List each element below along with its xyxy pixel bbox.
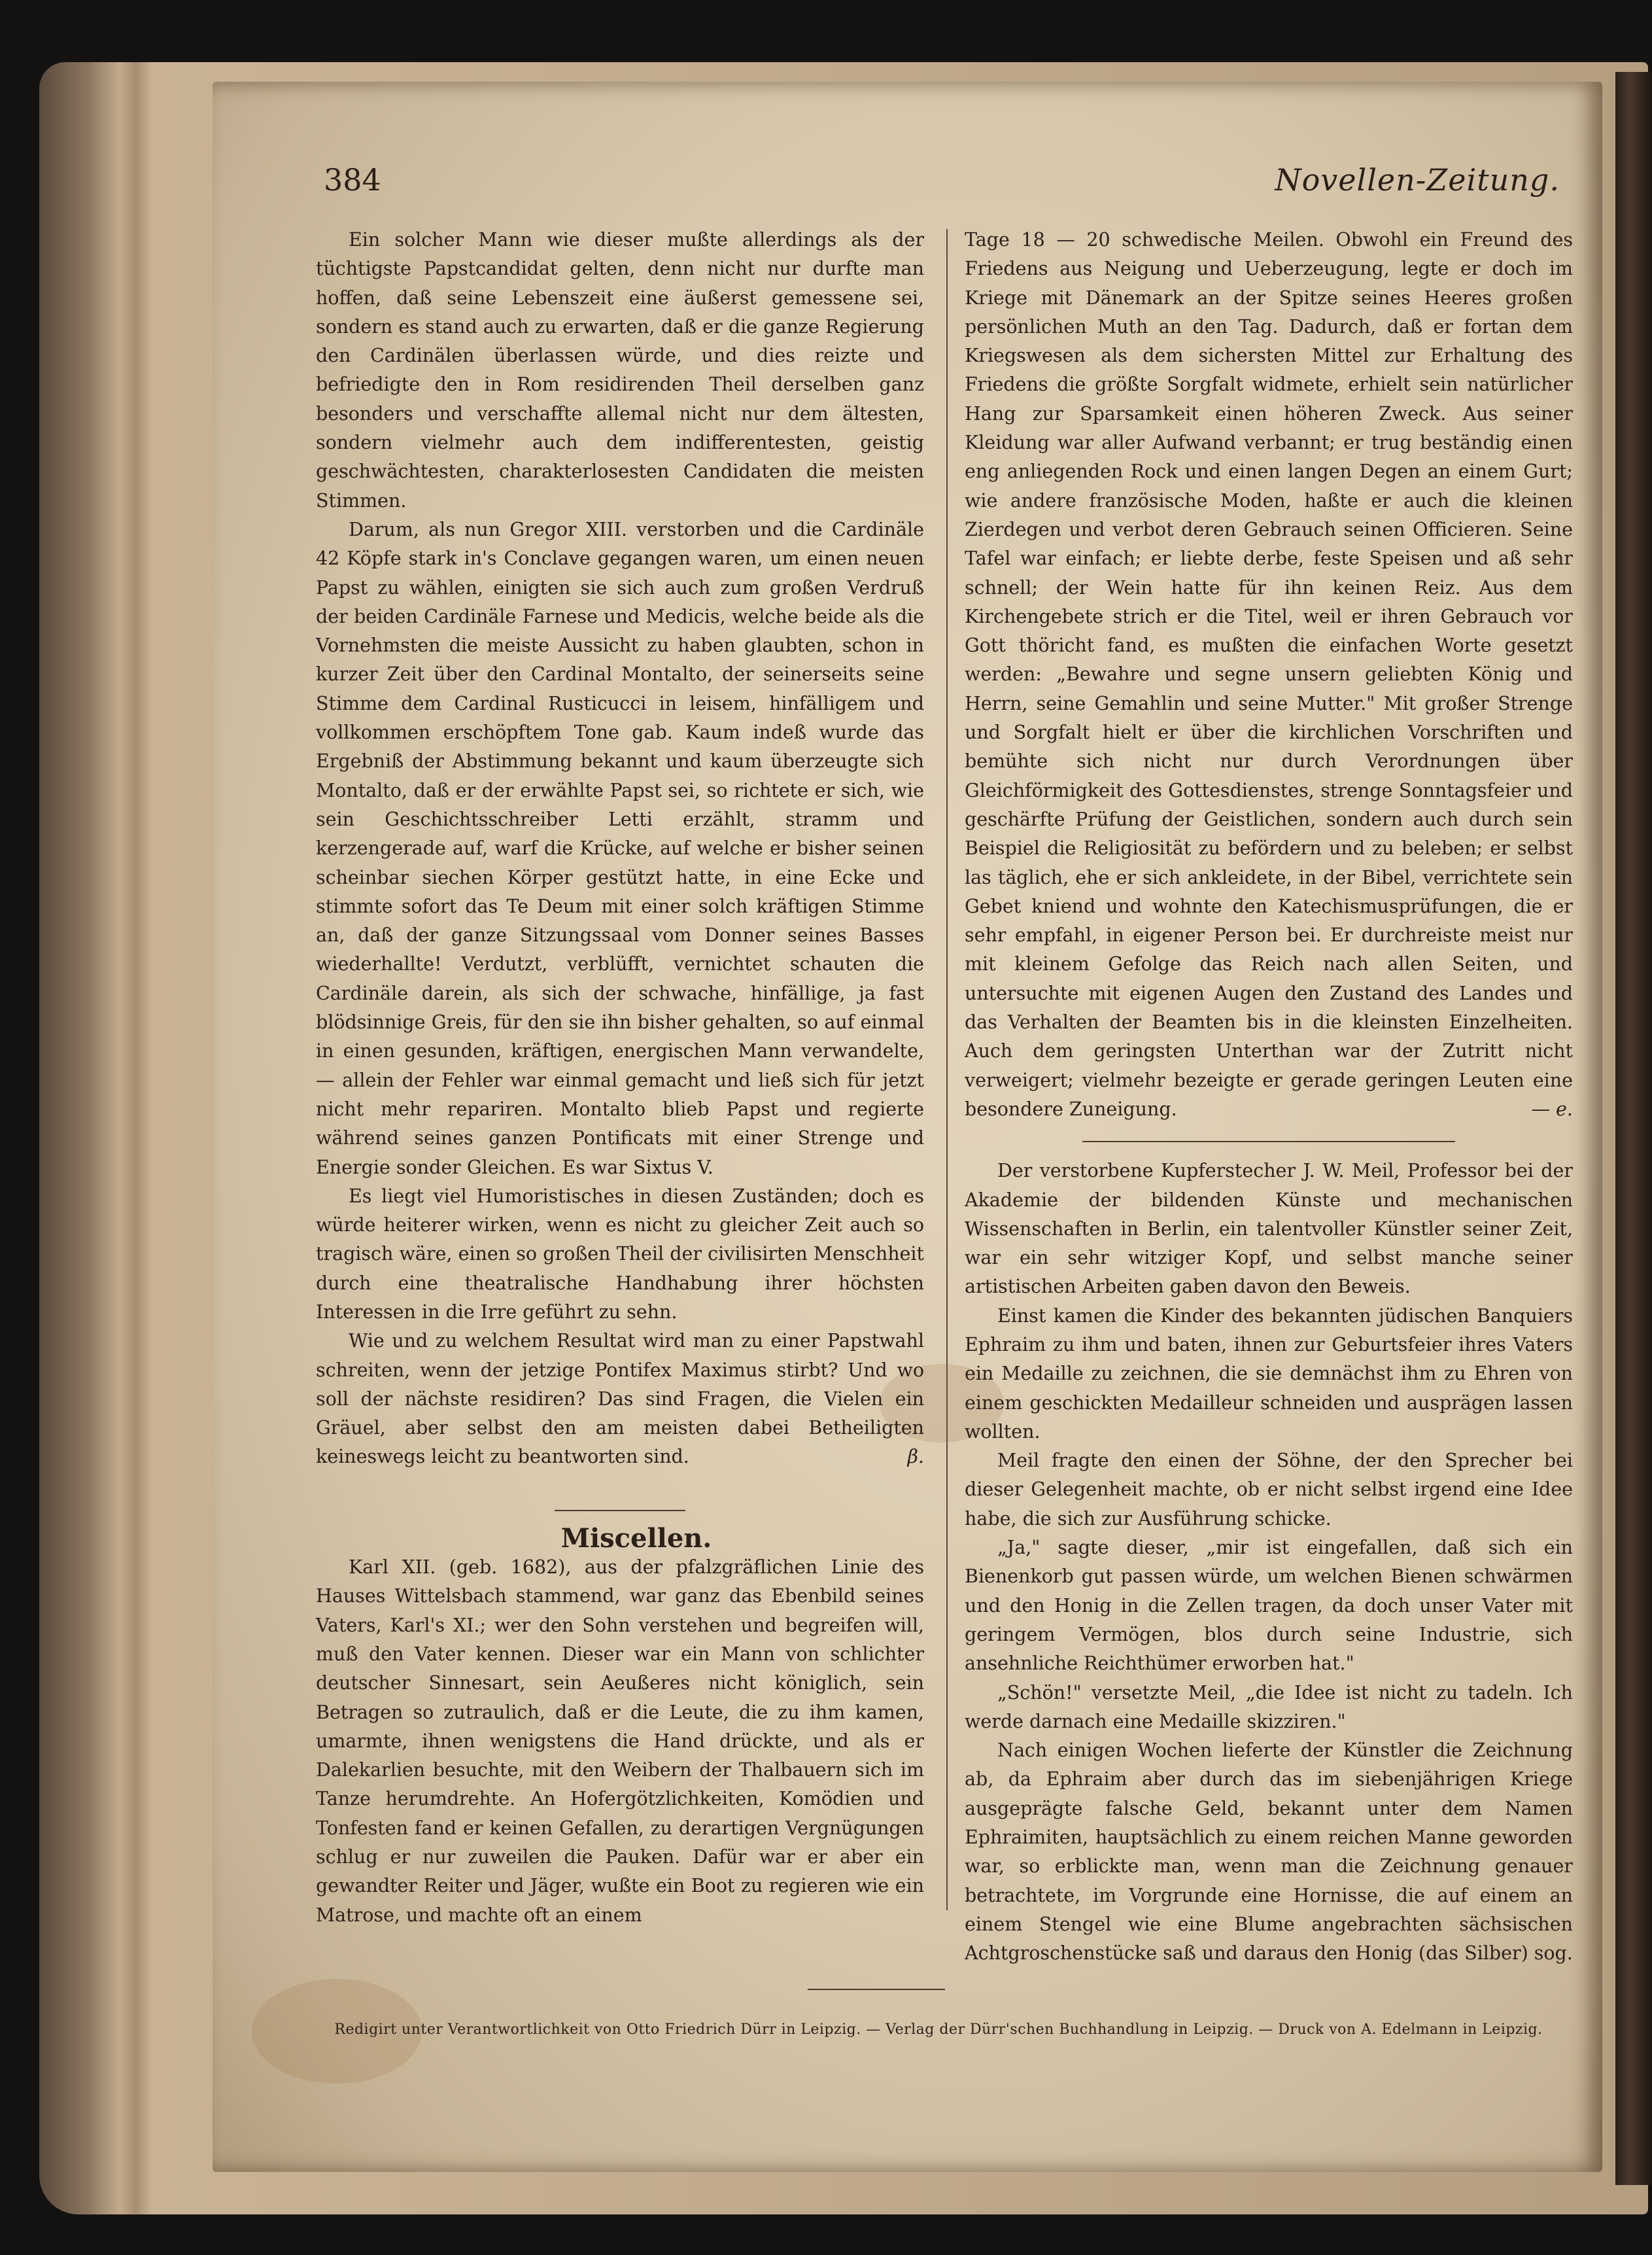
paragraph	[965, 226, 1573, 1124]
paragraph: Karl XII. (geb. 1682), aus der pfalzgräflichen Linie des Hauses Wittelsbach stammend, war ganz das Ebenbild seines Vaters, Karl's XI.; wer den Sohn verstehen und begreifen will, muß den Vater kennen. Dieser war ein Mann von schlichter deutscher Sinnesart, sein Aeußeres nicht königlich, sein Betragen so zutraulich, daß er die Leute, die zu ihm kamen, umarmte, ihnen wenigstens die Hand drückte, und als er Dalekarlien besuchte, mit den Weibern der Thalbauern sich im Tanze herumdrehte. An Hofergötzlichkeiten, Komödien und Tonfesten fand er keinen Gefallen, zu derartigen Vergnügungen schlug er nur zuweilen die Pauken. Dafür war er aber ein gewandter Reiter und Jäger, wußte ein Boot zu regieren wie ein Matrose, und machte oft an einem	[316, 1556, 924, 1926]
page-header	[324, 162, 1560, 221]
imprint-footer: Redigirt unter Verantwortlichkeit von Otto Friedrich Dürr in Leipzig. — Verlag der Dürr'schen Buchhandlung in Leipzig. — Druck von A. Edelmann in Leipzig.	[334, 2021, 1543, 2038]
section-rule	[555, 1510, 685, 1511]
paragraph-text: Tage 18 — 20 schwedische Meilen. Obwohl ein Freund des Friedens aus Neigung und Ueberzeugung, legte er doch im Kriege mit Dänemark an der Spitze seines Heeres großen persönlichen Muth an den Tag. Dadurch, daß er fortan dem Kriegswesen als dem sichersten Mittel zur Erhaltung des Friedens die größte Sorgfalt widmete, erhielt sein natürlicher Hang zur Sparsamkeit einen höheren Zweck. Aus seiner Kleidung war aller Aufwand verbannt; er trug beständig einen eng anliegenden Rock und einen langen Degen an einem Gurt; wie andere französische Moden, haßte er auch die kleinen Zierdegen und verbot deren Gebrauch seinen Officieren. Seine Tafel war einfach; er liebte derbe, feste Speisen und aß sehr schnell; der Wein hatte für ihn keinen Reiz. Aus dem Kirchengebete strich er die Titel, weil er ihren Gebrauch vor Gott thöricht fand, es mußten die einfachen Worte gesetzt werden: „Bewahre und segne unsern geliebten König und Herrn, seine Gemahlin und seine Mutter." Mit großer Strenge und Sorgfalt hielt er über die kirchlichen Vorschriften und bemühte sich nicht nur durch Verordnungen über Gleichförmigkeit des Gottesdienstes, strenge Sonntagsfeier und geschärfte Prüfung der Geistlichen, sondern auch durch sein Beispiel die Religiosität zu befördern und zu beleben; er selbst las täglich, ehe er sich ankleidete, in der Bibel, verrichtete sein Gebet kniend und wohnte den Katechismusprüfungen, die er sehr empfahl, in eigener Person bei. Er durchreiste meist nur mit kleinem Gefolge das Reich nach allen Seiten, und untersuchte mit eigenen Augen den Zustand des Landes und das Verhalten der Beamten bis in die kleinsten Einzelheiten. Auch dem geringsten Unterthan war der Zutritt nicht verweigert; vielmehr bezeigte er gerade geringen Leuten eine besondere Zuneigung.	[965, 229, 1573, 1120]
paragraph: Einst kamen die Kinder des bekannten jüdischen Banquiers Ephraim zu ihm und baten, ihnen zur Geburtsfeier ihres Vaters ein Medaille zu zeichnen, die sie demnächst ihm zu Ehren von einem geschickten Medailleur schneiden und ausprägen lassen wollten.	[965, 1304, 1573, 1442]
paragraph	[316, 1327, 924, 1471]
journal-title: Novellen-Zeitung.	[1275, 162, 1560, 198]
paragraph: „Schön!" versetzte Meil, „die Idee ist nicht zu tadeln. Ich werde darnach eine Medaille skizziren."	[965, 1681, 1573, 1732]
paragraph: Meil fragte den einen der Söhne, der den Sprecher bei dieser Gelegenheit machte, ob er nicht selbst irgend eine Idee habe, die sich zur Ausführung schicke.	[965, 1450, 1573, 1530]
article-signature: — e.	[1531, 1098, 1573, 1120]
page-number: 384	[324, 162, 381, 198]
paragraph: „Ja," sagte dieser, „mir ist eingefallen, daß sich ein Bienenkorb gut passen würde, um welchen Bienen schwärmen und den Honig in die Zellen tragen, da doch unser Vater mit geringem Vermögen, blos durch seine Industrie, sich ansehnliche Reichthümer erworben hat."	[965, 1537, 1573, 1675]
paragraph: Nach einigen Wochen lieferte der Künstler die Zeichnung ab, da Ephraim aber durch das im siebenjährigen Kriege ausgeprägte falsche Geld, bekannt unter dem Namen Ephraimiten, hauptsächlich zu einem reichen Manne geworden war, so erblickte man, wenn man die Zeichnung genauer betrachtete, im Vorgrunde eine Hornisse, die auf einem an einem Stengel wie eine Blume angebrachten sächsischen Achtgroschenstücke saß und daraus den Honig (das Silber) sog.	[965, 1739, 1573, 1965]
paragraph: Es liegt viel Humoristisches in diesen Zuständen; doch es würde heiterer wirken, wenn es nicht zu gleicher Zeit auch so tragisch wäre, einen so großen Theil der civilisirten Menschheit durch eine theatralische Handhabung ihrer höchsten Interessen in die Irre geführt zu sehn.	[316, 1185, 924, 1323]
author-signature: β.	[907, 1446, 924, 1468]
left-column	[316, 226, 924, 1930]
section-title: Miscellen.	[560, 1522, 712, 1554]
paragraph-text: Wie und zu welchem Resultat wird man zu einer Papstwahl schreiten, wenn der jetzige Pontifex Maximus stirbt? Und wo soll der nächste residiren? Das sind Fragen, die Vielen ein Gräuel, aber selbst den am meisten dabei Betheiligten keineswegs leicht zu beantworten sind.	[316, 1330, 924, 1468]
paragraph: Ein solcher Mann wie dieser mußte allerdings als der tüchtigste Papstcandidat gelten, denn nicht nur durfte man hoffen, daß seine Lebenszeit eine äußerst gemessene sei, sondern es stand auch zu erwarten, daß er die ganze Regierung den Cardinälen überlassen würde, und dies reizte und befriedigte den in Rom residirenden Theil derselben ganz besonders und verschaffte allemal nicht nur dem ältesten, sondern vielmehr auch dem indifferentesten, geistig geschwächtesten, charakterlosesten Candidaten die meisten Stimmen.	[316, 229, 924, 512]
column-divider	[946, 229, 948, 1910]
paragraph: Darum, als nun Gregor XIII. verstorben und die Cardinäle 42 Köpfe stark in's Conclave gegangen waren, um einen neuen Papst zu wählen, einigten sie sich auch zum großen Verdruß der beiden Cardinäle Farnese und Medicis, welche beide als die Vornehmsten die meiste Aussicht zu haben glaubten, schon in kurzer Zeit über den Cardinal Montalto, der seinerseits seine Stimme dem Cardinal Rusticucci in leisem, hinfälligem und vollkommen erschöpftem Tone gab. Kaum indeß wurde das Ergebniß der Abstimmung bekannt und kaum überzeugte sich Montalto, daß er der erwählte Papst sei, so richtete er sich, wie sein Geschichtsschreiber Letti erzählt, stramm und kerzengerade auf, warf die Krücke, auf welche er bisher seinen scheinbar siechen Körper gestützt hatte, in eine Ecke und stimmte sofort das Te Deum mit einer solch kräftigen Stimme an, daß der ganze Sitzungssaal vom Donner seines Basses wiederhallte! Verdutzt, verblüfft, vernichtet schauten die Cardinäle darein, als sich der schwache, hinfällige, ja fast blödsinnige Greis, für den sie ihn bisher gehalten, so auf einmal in einen gesunden, kräftigen, energischen Mann verwandelte, — allein der Fehler war einmal gemacht und ließ sich für jetzt nicht mehr repariren. Montalto blieb Papst und regierte während seines ganzen Pontificats mit einer Strenge und Energie sonder Gleichen. Es war Sixtus V.	[316, 518, 924, 1178]
article-rule	[1082, 1141, 1455, 1142]
footer-rule	[808, 1989, 945, 1990]
paragraph: Der verstorbene Kupferstecher J. W. Meil, Professor bei der Akademie der bildenden Künste und mechanischen Wissenschaften in Berlin, ein talentvoller Künstler seiner Zeit, war ein sehr witziger Kopf, und selbst manche seiner artistischen Arbeiten gaben davon den Beweis.	[965, 1160, 1573, 1298]
gutter-edge	[1615, 72, 1652, 2185]
right-column	[965, 226, 1573, 1968]
